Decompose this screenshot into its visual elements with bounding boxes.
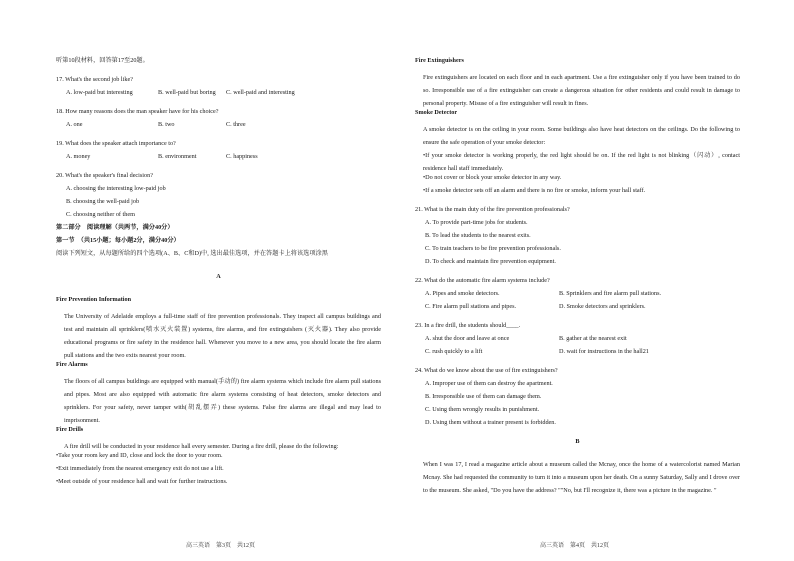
option-b: B. two [158, 121, 175, 128]
question-22: 22. What do the automatic fire alarm systems include? [415, 277, 550, 284]
right-column [415, 58, 740, 497]
option-c: C. three [226, 121, 246, 128]
question-23-options-cd [415, 349, 740, 362]
fire-extinguishers-paragraph: Fire extinguishers are located on each floor and in each apartment. Use a fire extinguisher only if you have been trained to do so. Irresponsible use of a fire extinguisher can create a dangerous situation for other residents and could result in damage to personal property. Misuse of a fire extinguisher will result in fines. [423, 74, 740, 107]
page-footer-left: 高三英语 第3页 共12页 [186, 543, 256, 549]
part-two-heading: 第二部分 阅读理解（共两节，满分40分） [56, 224, 174, 231]
option-d: D. wait for instructions in the hall21 [559, 348, 649, 355]
question-23: 23. In a fire drill, the students should____. [415, 322, 521, 329]
detector-bullet-2: •Do not cover or block your smoke detector in any way. [423, 174, 562, 181]
option-b: B. environment [158, 153, 197, 160]
drill-bullet-3: •Meet outside of your residence hall and wait for further instructions. [56, 478, 228, 485]
smoke-detector-paragraph: A smoke detector is on the ceiling in your room. Some buildings also have heat detectors on the ceilings. Do the following to ensure the safe operation of your smoke detector: [423, 126, 740, 146]
fire-prevention-heading: Fire Prevention Information [56, 296, 132, 303]
left-column [56, 58, 381, 492]
question-17-options [56, 90, 381, 103]
fire-drills-heading: Fire Drills [56, 426, 84, 433]
section-one-heading: 第一节 （共15小题；每小题2分，满分40分） [56, 237, 180, 244]
option-a: A. shut the door and leave at once [425, 335, 510, 342]
option-a: A. low-paid but interesting [66, 89, 133, 96]
option-b: B. Irresponsible use of them can damage them. [425, 393, 542, 400]
option-b: B. Sprinklers and fire alarm pull stations. [559, 290, 662, 297]
option-a: A. Improper use of them can destroy the apartment. [425, 380, 553, 387]
question-18-options [56, 122, 381, 135]
question-18: 18. How many reasons does the man speaker have for his choice? [56, 108, 219, 115]
option-c: C. happiness [226, 153, 258, 160]
smoke-detector-heading: Smoke Detector [415, 109, 458, 116]
listening-intro: 听第10段材料，回答第17至20题。 [56, 57, 149, 64]
option-a: A. money [66, 153, 91, 160]
question-19-options [56, 154, 381, 167]
option-c: C. Fire alarm pull stations and pipes. [425, 303, 517, 310]
option-b: B. well-paid but boring [158, 89, 216, 96]
option-b: B. gather at the nearest exit [559, 335, 627, 342]
option-c: C. To train teachers to be fire prevention professionals. [425, 245, 561, 252]
page-footer-right: 高三英语 第4页 共12页 [540, 543, 610, 549]
detector-bullet-3: •If a smoke detector sets off an alarm and there is no fire or smoke, inform your hall staff. [423, 187, 646, 194]
passage-a-label: A [216, 273, 221, 280]
drill-bullet-1: •Take your room key and ID, close and lock the door to your room. [56, 452, 223, 459]
option-c: C. well-paid and interesting [226, 89, 295, 96]
fire-prevention-paragraph: The University of Adelaide employs a full-time staff of fire prevention professionals. They inspect all campus buildings and test and maintain all sprinklers(喷水灭火装置) systems, fire alarms, and fire extinguishers (灭火器). They also provide educational programs or fire safety in the residence hall. Whenever you move to a new area, you should locate the fire alarm pull stations and the two exits nearest your room. [64, 313, 381, 359]
passage-b-label: B [575, 438, 580, 445]
detector-bullet-1: •If your smoke detector is working properly, the red light should be on. If the red light is not blinking（闪动）, contact residence hall staff immediately. [423, 152, 740, 172]
option-c: C. Using them wrongly results in punishment. [425, 406, 540, 413]
question-20: 20. What's the speaker's final decision? [56, 172, 153, 179]
option-d: D. Using them without a trainer present is forbidden. [425, 419, 556, 426]
drill-bullet-2: •Exit immediately from the nearest emergency exit do not use a lift. [56, 465, 224, 472]
question-19: 19. What does the speaker attach importance to? [56, 140, 176, 147]
fire-extinguishers-heading: Fire Extinguishers [415, 57, 464, 64]
option-d: D. Smoke detectors and sprinklers. [559, 303, 646, 310]
reading-instructions: 阅读下列短文，从每题所给的四个选项(A、B、C和D)中, 选出最佳选项，并在答题卡上将该选项涂黑 [56, 250, 328, 257]
fire-drills-paragraph: A fire drill will be conducted in your residence hall every semester. During a fire drill, please do the following: [64, 443, 339, 450]
fire-alarms-heading: Fire Alarms [56, 361, 88, 368]
option-c: C. rush quickly to a lift [425, 348, 483, 355]
option-a: A. To provide part-time jobs for students. [425, 219, 528, 226]
passage-b-paragraph: When I was 17, I read a magazine article about a museum called the Mcnay, once the home of a watercolorist named Marian Mcnay. She had requested the community to turn it into a museum upon her death. On a sunny Saturday, Sally and I drove over to the museum. She asked, "Do you have the address? ""No, but I'll recognize it, there was a picture in the magazine. " [423, 461, 740, 494]
option-b: B. To lead the students to the nearest exits. [425, 232, 531, 239]
question-22-options-cd [415, 304, 740, 317]
option-a: A. one [66, 121, 83, 128]
question-21: 21. What is the main duty of the fire prevention professionals? [415, 206, 570, 213]
question-17: 17. What's the second job like? [56, 76, 133, 83]
option-a: A. Pipes and smoke detectors. [425, 290, 500, 297]
option-c: C. choosing neither of them [66, 211, 135, 218]
option-b: B. choosing the well-paid job [66, 198, 140, 205]
option-d: D. To check and maintain fire prevention equipment. [425, 258, 556, 265]
fire-alarms-paragraph: The floors of all campus buildings are equipped with manual(手动的) fire alarm systems which include fire alarm pull stations and pipes. Most are also equipped with automatic fire alarm systems consisting of heat detectors, smoke detectors and sprinklers. For your safety, never tamper with(胡乱摆弄) these systems. False fire alarms are illegal and may lead to imprisonment. [64, 378, 381, 424]
option-a: A. choosing the interesting low-paid job [66, 185, 166, 192]
question-24: 24. What do we know about the use of fire extinguishers? [415, 367, 558, 374]
